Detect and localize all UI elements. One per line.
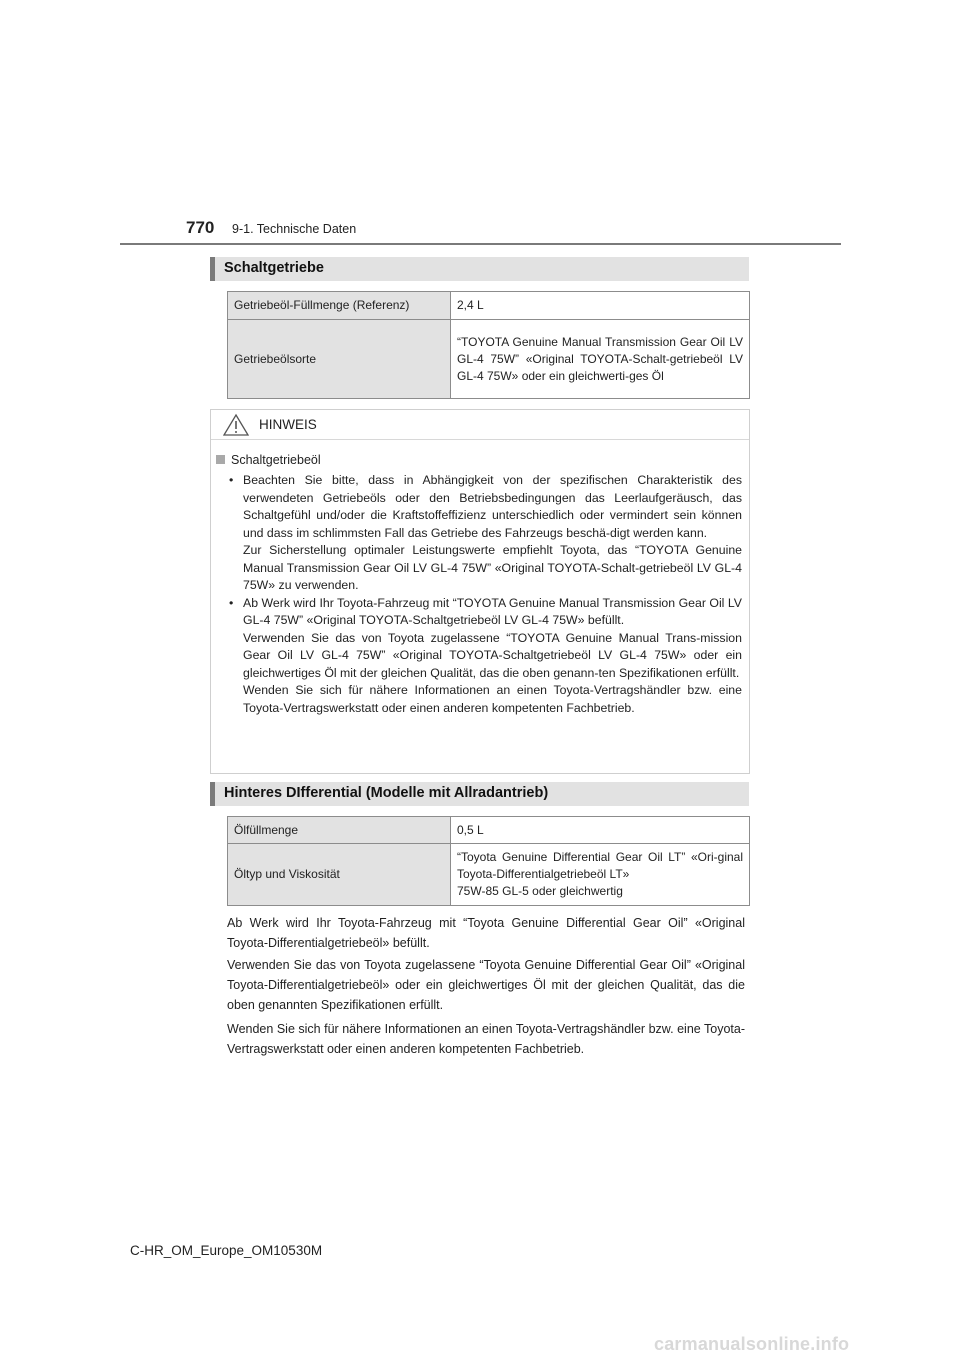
notice-paragraph: Beachten Sie bitte, dass in Abhängigkeit von der spezifischen Charakteristik des verwendeten Getriebeöls oder den Betriebsbedingungen das Leerlaufgeräusch, das Schaltgefühl und/oder die Kraftstoffeffizienz unterschiedlich oder vermindert sein können und dass im schlimmsten Fall das Getriebe des Fahrzeugs beschä-digt werden kann. — [243, 473, 742, 540]
list-item — [227, 472, 742, 595]
warning-triangle-icon — [223, 413, 249, 437]
table-value-cell: 0,5 L — [451, 817, 750, 844]
table-row — [228, 292, 750, 320]
table-label-cell: Getriebeöl-Füllmenge (Referenz) — [228, 292, 451, 320]
watermark-logo: carmanualsonline.info — [654, 1334, 850, 1354]
table-value-cell — [451, 844, 750, 906]
header-divider — [120, 243, 841, 245]
list-item — [227, 595, 742, 718]
page-number: 770 — [186, 218, 215, 237]
notice-paragraph: Verwenden Sie das von Toyota zugelassene “TOYOTA Genuine Manual Trans-mission Gear Oil LV GL-4 75W” «Original TOYOTA-Schaltgetriebeöl LV GL-4 75W» oder ein gleichwertiges Öl mit der gleichen Qualität, das die oben genann-ten Spezifikationen erfüllt. — [243, 630, 742, 680]
table-value-line: “Toyota Genuine Differential Gear Oil LT” «Ori-ginal Toyota-Differentialgetriebeöl LT» — [457, 850, 743, 881]
notice-paragraph: Wenden Sie sich für nähere Informationen an einen Toyota-Vertragshändler bzw. eine Toyota-Vertragswerkstatt oder einen anderen kompetenten Fachbetrieb. — [243, 683, 742, 715]
section-accent — [210, 257, 215, 281]
notice-paragraph: Zur Sicherstellung optimaler Leistungswerte empfiehlt Toyota, das “TOYOTA Genuine Manual Transmission Gear Oil LV GL-4 75W” «Original TOYOTA-Schalt-getriebeöl LV GL-4 75W» zu verwenden. — [243, 543, 742, 592]
table-row — [228, 320, 750, 399]
bullet-dot-icon: • — [229, 595, 234, 610]
body-paragraph: Wenden Sie sich für nähere Informationen an einen Toyota-Vertragshändler bzw. eine Toyota-Vertragswerkstatt oder einen anderen kompetenten Fachbetrieb. — [227, 1022, 745, 1056]
square-bullet-icon — [216, 455, 225, 464]
body-paragraph: Verwenden Sie das von Toyota zugelassene “Toyota Genuine Differential Gear Oil” «Original Toyota-Differentialgetriebeöl» oder ein gleichwertiges Öl mit der gleichen Qualität, das die oben genannten Spezifikationen erfüllt. — [227, 958, 745, 1012]
table-label-cell: Getriebeölsorte — [228, 320, 451, 399]
notice-subheading-text: Schaltgetriebeöl — [231, 453, 321, 467]
table-label-cell: Ölfüllmenge — [228, 817, 451, 844]
table-value-cell: “TOYOTA Genuine Manual Transmission Gear Oil LV GL-4 75W” «Original TOYOTA-Schalt-getriebeöl LV GL-4 75W» oder ein gleichwerti-ges Öl — [451, 320, 750, 399]
table-label-cell: Öltyp und Viskosität — [228, 844, 451, 906]
manual-transmission-table — [227, 291, 750, 399]
table-row — [228, 817, 750, 844]
table-value-line: 75W-85 GL-5 oder gleichwertig — [457, 884, 623, 898]
table-value-cell: 2,4 L — [451, 292, 750, 320]
section-reference: 9-1. Technische Daten — [232, 222, 357, 236]
notice-box — [210, 409, 750, 774]
document-id: C-HR_OM_Europe_OM10530M — [130, 1243, 323, 1258]
notice-paragraph: Ab Werk wird Ihr Toyota-Fahrzeug mit “TOYOTA Genuine Manual Transmission Gear Oil LV GL-4 75W” «Original TOYOTA-Schaltgetriebeöl LV GL-4 75W» befüllt. — [243, 595, 742, 627]
body-paragraph: Ab Werk wird Ihr Toyota-Fahrzeug mit “Toyota Genuine Differential Gear Oil” «Original Toyota-Differentialgetriebeöl» befüllt. — [227, 916, 745, 950]
section-bar-manual-transmission — [210, 257, 749, 281]
notice-bullet-list — [227, 472, 742, 717]
section-title: Schaltgetriebe — [224, 260, 324, 276]
bullet-dot-icon: • — [229, 473, 234, 487]
notice-header — [211, 410, 749, 440]
table-row — [228, 844, 750, 906]
section-title: Hinteres DIfferential (Modelle mit Allradantrieb) — [224, 785, 549, 801]
section-bar-rear-differential — [210, 782, 749, 806]
notice-subheading — [216, 453, 321, 467]
notice-title: HINWEIS — [259, 417, 317, 432]
rear-differential-table — [227, 816, 750, 906]
section-accent — [210, 782, 215, 806]
